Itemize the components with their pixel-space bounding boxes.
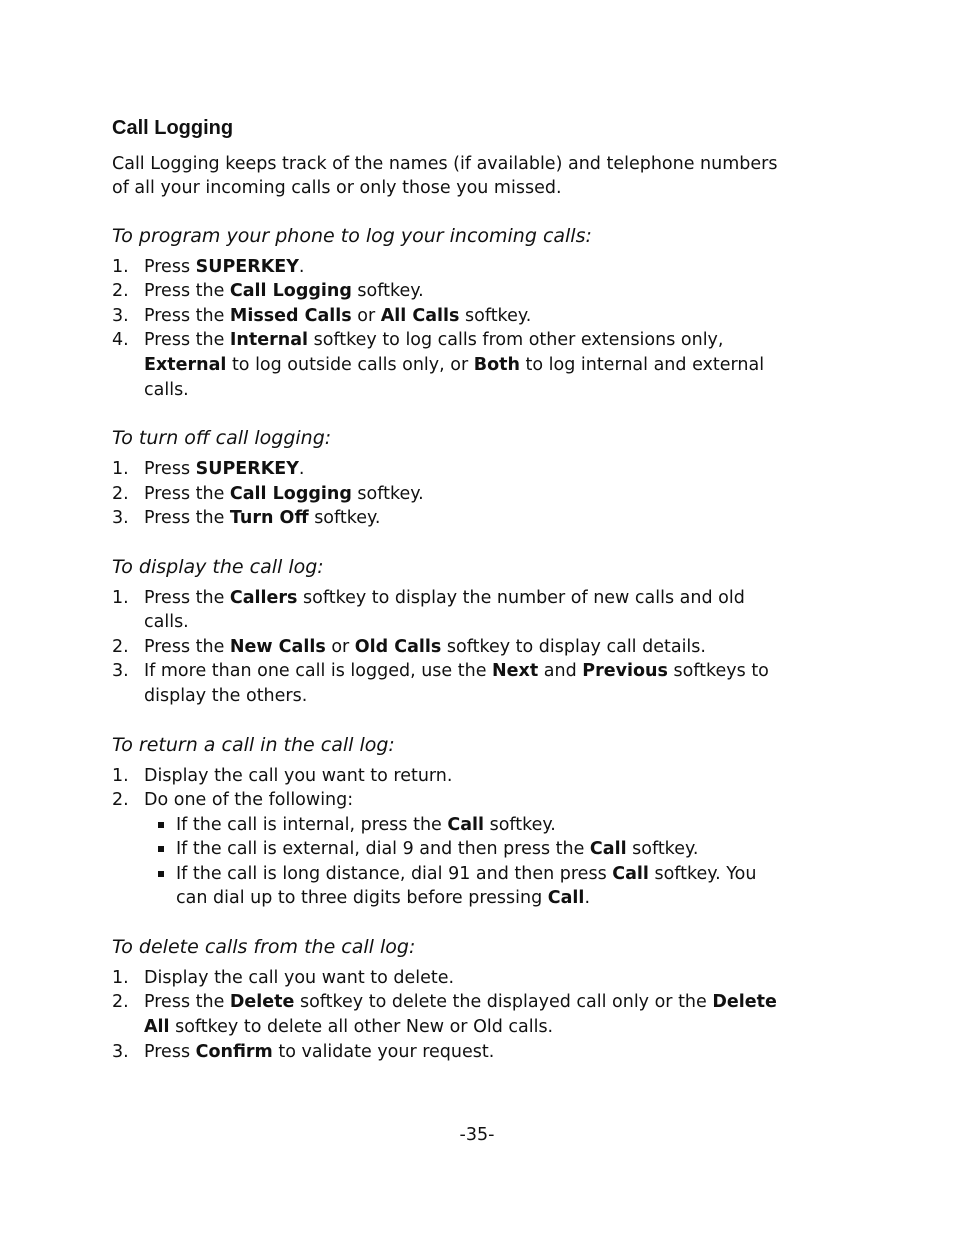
step-number: 1. bbox=[112, 766, 129, 786]
step-number: 1. bbox=[112, 588, 129, 608]
bullet-long-distance-line-1: If the call is long distance, dial 91 and then press Call softkey. You bbox=[176, 864, 757, 884]
bullet-internal: If the call is internal, press the Call softkey. bbox=[176, 815, 556, 835]
step-program-4-line-2: External to log outside calls only, or Both to log internal and external bbox=[144, 355, 765, 375]
step-number: 1. bbox=[112, 257, 129, 277]
step-program-4-line-1: Press the Internal softkey to log calls from other extensions only, bbox=[144, 330, 724, 350]
bullet-external: If the call is external, dial 9 and then press the Call softkey. bbox=[176, 839, 699, 859]
step-delete-1: Display the call you want to delete. bbox=[144, 968, 455, 988]
step-program-4-line-3: calls. bbox=[144, 380, 189, 400]
step-display-2: Press the New Calls or Old Calls softkey to display call details. bbox=[144, 637, 706, 657]
step-return-2: Do one of the following: bbox=[144, 790, 354, 810]
step-program-3: Press the Missed Calls or All Calls softkey. bbox=[144, 306, 532, 326]
step-delete-2-line-2: All softkey to delete all other New or Old calls. bbox=[144, 1017, 554, 1037]
step-number: 4. bbox=[112, 330, 129, 350]
step-display-3-line-2: display the others. bbox=[144, 686, 308, 706]
step-number: 2. bbox=[112, 790, 129, 810]
step-program-1: Press SUPERKEY. bbox=[144, 257, 305, 277]
section-heading-turn-off: To turn off call logging: bbox=[112, 427, 332, 449]
step-program-2: Press the Call Logging softkey. bbox=[144, 281, 424, 301]
step-delete-3: Press Confirm to validate your request. bbox=[144, 1042, 495, 1062]
step-number: 2. bbox=[112, 637, 129, 657]
step-display-3-line-1: If more than one call is logged, use the Next and Previous softkeys to bbox=[144, 661, 769, 681]
section-heading-delete: To delete calls from the call log: bbox=[112, 936, 416, 958]
step-number: 2. bbox=[112, 281, 129, 301]
step-display-1-line-2: calls. bbox=[144, 612, 189, 632]
bullet-icon bbox=[158, 822, 164, 828]
step-return-1: Display the call you want to return. bbox=[144, 766, 453, 786]
bullet-icon bbox=[158, 846, 164, 852]
step-number: 3. bbox=[112, 306, 129, 326]
section-heading-program: To program your phone to log your incoming calls: bbox=[112, 225, 592, 247]
step-number: 2. bbox=[112, 992, 129, 1012]
page-title: Call Logging bbox=[112, 117, 234, 139]
step-display-1-line-1: Press the Callers softkey to display the number of new calls and old bbox=[144, 588, 745, 608]
intro-line-1: Call Logging keeps track of the names (if available) and telephone numbers bbox=[112, 154, 778, 174]
step-turn-off-2: Press the Call Logging softkey. bbox=[144, 484, 424, 504]
step-delete-2-line-1: Press the Delete softkey to delete the displayed call only or the Delete bbox=[144, 992, 777, 1012]
step-number: 2. bbox=[112, 484, 129, 504]
step-number: 1. bbox=[112, 968, 129, 988]
intro-line-2: of all your incoming calls or only those you missed. bbox=[112, 178, 562, 198]
step-turn-off-1: Press SUPERKEY. bbox=[144, 459, 305, 479]
page-number: -35- bbox=[459, 1125, 495, 1145]
section-heading-display: To display the call log: bbox=[112, 556, 324, 578]
step-number: 3. bbox=[112, 661, 129, 681]
step-number: 3. bbox=[112, 1042, 129, 1062]
bullet-icon bbox=[158, 871, 164, 877]
step-number: 3. bbox=[112, 508, 129, 528]
step-turn-off-3: Press the Turn Off softkey. bbox=[144, 508, 381, 528]
step-number: 1. bbox=[112, 459, 129, 479]
section-heading-return: To return a call in the call log: bbox=[112, 734, 395, 756]
bullet-long-distance-line-2: can dial up to three digits before pressing Call. bbox=[176, 888, 591, 908]
